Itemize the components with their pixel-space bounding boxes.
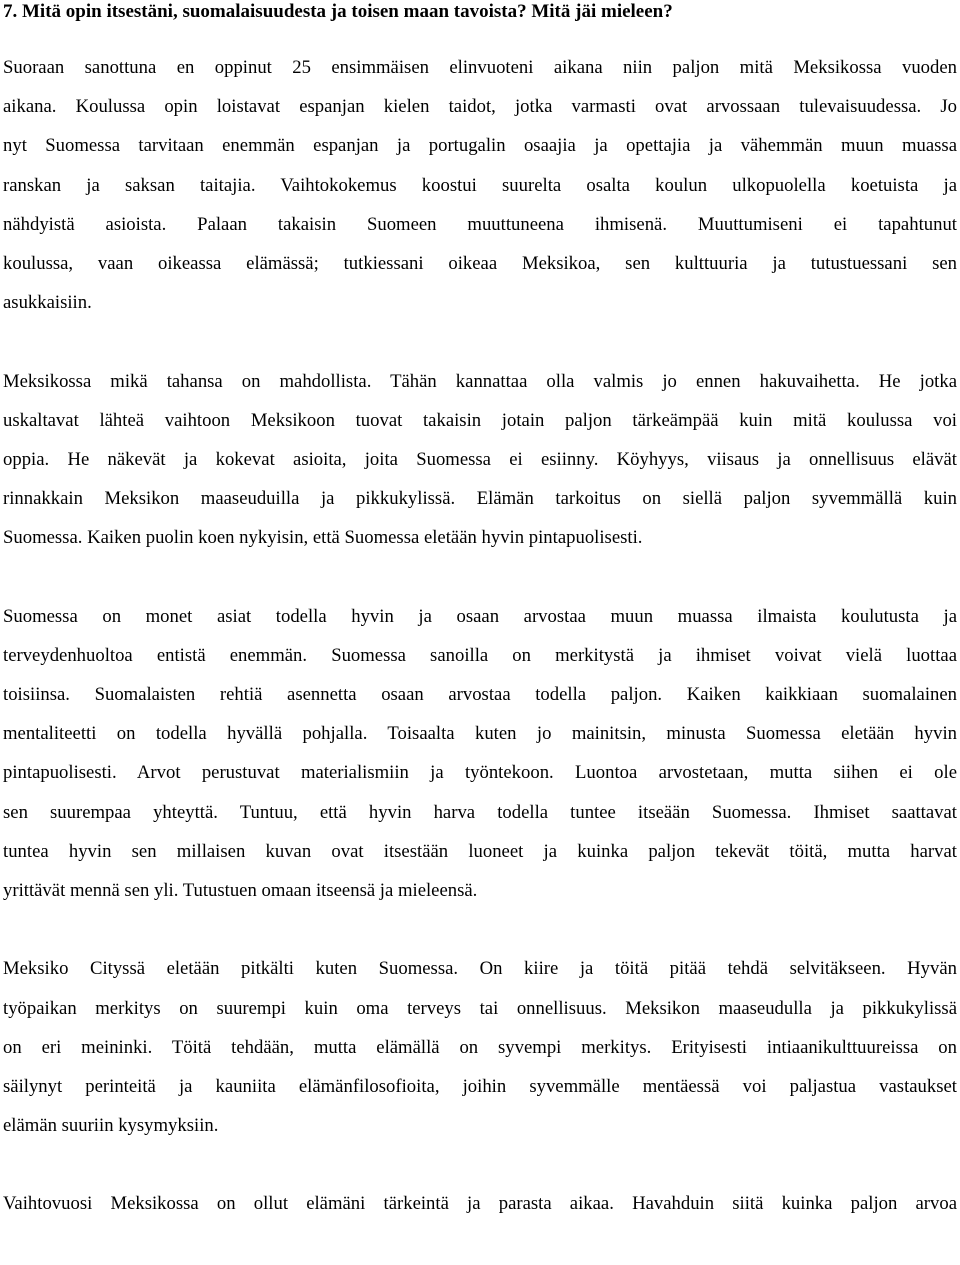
document-page [3, 0, 957, 1224]
paragraph-line: mentaliteetti on todella hyvällä pohjalla. Toisaalta kuten jo mainitsin, minusta Suomessa eletään hyvin [3, 723, 957, 745]
paragraph-line: koulussa, vaan oikeassa elämässä; tutkiessani oikeaa Meksikoa, sen kulttuuria ja tutustuessani sen [3, 252, 957, 274]
paragraph-4 [3, 949, 957, 1145]
paragraph-line: työpaikan merkitys on suurempi kuin oma terveys tai onnellisuus. Meksikon maaseudulla ja pikkukylissä [3, 997, 957, 1019]
paragraph-line: Suomessa. Kaiken puolin koen nykyisin, että Suomessa eletään hyvin pintapuolisesti. [3, 527, 643, 549]
paragraph-line: Suoraan sanottuna en oppinut 25 ensimmäisen elinvuoteni aikana niin paljon mitä Meksikossa vuoden [3, 57, 957, 78]
paragraph-line: aikana. Koulussa opin loistavat espanjan kielen taidot, jotka varmasti ovat arvossaan tulevaisuudessa. Jo [3, 96, 957, 118]
paragraph-line: toisiinsa. Suomalaisten rehtiä asennetta osaan arvostaa todella paljon. Kaiken kaikkiaan suomalainen [3, 684, 957, 705]
paragraph-line: ranskan ja saksan taitajia. Vaihtokokemus koostui suurelta osalta koulun ulkopuolella koetuista ja [3, 174, 957, 196]
paragraph-line: Vaihtovuosi Meksikossa on ollut elämäni tärkeintä ja parasta aikaa. Havahduin siitä kuinka paljon arvoa [3, 1193, 957, 1215]
paragraph-line: elämän suuriin kysymyksiin. [3, 1115, 219, 1137]
paragraph-line: nähdyistä asioista. Palaan takaisin Suomeen muuttuneena ihmisenä. Muuttumiseni ei tapahtunut [3, 213, 957, 235]
paragraph-line: sen suurempaa yhteyttä. Tuntuu, että hyvin harva todella tuntee itseään Suomessa. Ihmiset saattavat [3, 801, 957, 823]
paragraph-line: on eri meininki. Töitä tehdään, mutta elämällä on syvempi merkitys. Erityisesti intiaanikulttuureissa on [3, 1036, 957, 1058]
paragraph-line: säilynyt perinteitä ja kauniita elämänfilosofioita, joihin syvemmälle mentäessä voi paljastua vastaukset [3, 1075, 957, 1097]
section-heading: 7. Mitä opin itsestäni, suomalaisuudesta ja toisen maan tavoista? Mitä jäi mieleen? [3, 1, 673, 22]
paragraph-line: uskaltavat lähteä vaihtoon Meksikoon tuovat takaisin jotain paljon tärkeämpää kuin mitä koulussa voi [3, 409, 957, 431]
paragraph-2 [3, 362, 957, 558]
paragraph-line: nyt Suomessa tarvitaan enemmän espanjan ja portugalin osaajia ja opettajia ja vähemmän muun muassa [3, 135, 957, 157]
paragraph-5 [3, 1184, 957, 1223]
paragraph-3 [3, 597, 957, 911]
paragraph-line: Suomessa on monet asiat todella hyvin ja osaan arvostaa muun muassa ilmaista koulutusta ja [3, 605, 957, 627]
paragraph-line: Meksikossa mikä tahansa on mahdollista. Tähän kannattaa olla valmis jo ennen hakuvaihetta. He jotka [3, 370, 957, 392]
paragraph-line: yrittävät mennä sen yli. Tutustuen omaan itseensä ja mieleensä. [3, 879, 478, 901]
paragraph-1 [3, 48, 957, 322]
paragraph-line: terveydenhuoltoa entistä enemmän. Suomessa sanoilla on merkitystä ja ihmiset voivat vielä luottaa [3, 644, 957, 666]
paragraph-line: rinnakkain Meksikon maaseuduilla ja pikkukylissä. Elämän tarkoitus on siellä paljon syvemmällä kuin [3, 488, 957, 510]
paragraph-line: oppia. He näkevät ja kokevat asioita, joita Suomessa ei esiinny. Köyhyys, viisaus ja onnellisuus elävät [3, 448, 957, 470]
paragraph-line: pintapuolisesti. Arvot perustuvat materialismiin ja työntekoon. Luontoa arvostetaan, mutta siihen ei ole [3, 762, 957, 784]
paragraph-line: tuntea hyvin sen millaisen kuvan ovat itsestään luoneet ja kuinka paljon tekevät töitä, mutta harvat [3, 840, 957, 862]
paragraph-line: asukkaisiin. [3, 292, 92, 314]
paragraph-line: Meksiko Cityssä eletään pitkälti kuten Suomessa. On kiire ja töitä pitää tehdä selvitäkseen. Hyvän [3, 958, 957, 980]
